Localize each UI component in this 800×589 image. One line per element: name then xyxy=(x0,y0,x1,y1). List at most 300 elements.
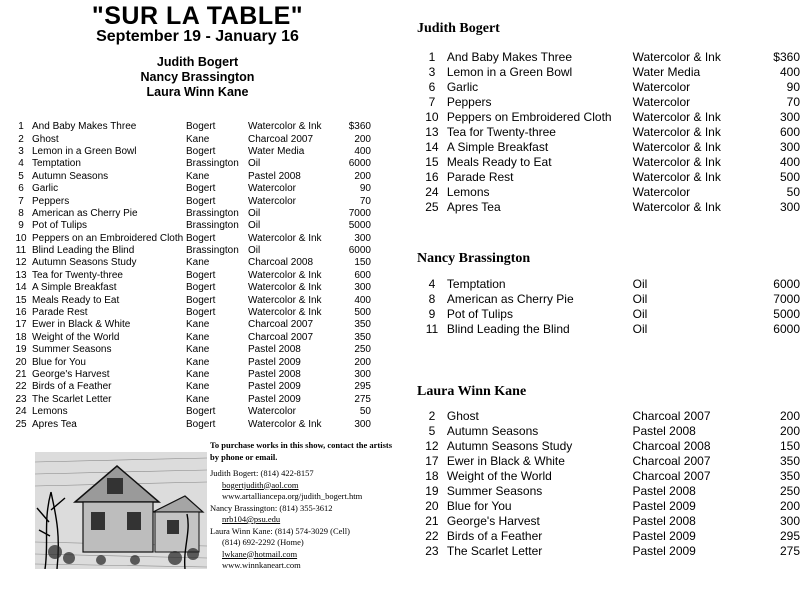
medium: Oil xyxy=(248,220,261,232)
table-row xyxy=(417,200,800,215)
table-row xyxy=(417,499,800,514)
artist-name: Bogert xyxy=(186,307,216,319)
table-row xyxy=(10,394,371,406)
catalog-number: 7 xyxy=(18,195,24,207)
medium: Pastel 2009 xyxy=(248,356,301,368)
catalog-number: 14 xyxy=(15,282,27,294)
price: 300 xyxy=(354,418,371,430)
table-row xyxy=(10,133,371,145)
contact-line: Laura Winn Kane: (814) 574-3029 (Cell) xyxy=(210,525,350,536)
price: 7000 xyxy=(348,207,371,219)
catalog-number: 18 xyxy=(15,331,27,343)
medium: Charcoal 2008 xyxy=(632,439,711,453)
table-row xyxy=(417,140,800,155)
artist-name: Bogert xyxy=(186,406,216,418)
work-title: Temptation xyxy=(446,277,506,291)
work-title: Tea for Twenty-three xyxy=(446,125,556,139)
work-title: Garlic xyxy=(32,183,59,195)
work-title: Summer Seasons xyxy=(446,484,543,498)
medium: Oil xyxy=(632,292,648,306)
price: 70 xyxy=(786,95,800,109)
price: 300 xyxy=(779,110,800,124)
medium: Watercolor xyxy=(632,95,691,109)
table-row xyxy=(10,344,371,356)
price: 200 xyxy=(354,356,371,368)
table-row xyxy=(10,195,371,207)
work-title: Weight of the World xyxy=(446,469,552,483)
work-title: Lemons xyxy=(446,185,490,199)
table-row xyxy=(10,257,371,269)
contact-email-link[interactable]: nrb104@psu.edu xyxy=(222,514,281,524)
price: 295 xyxy=(354,381,371,393)
work-title: Autumn Seasons Study xyxy=(446,439,573,453)
table-row xyxy=(417,277,800,292)
section-title-bogert: Judith Bogert xyxy=(417,21,500,36)
work-title: George's Harvest xyxy=(32,369,110,380)
price: 200 xyxy=(354,170,371,182)
table-row xyxy=(417,155,800,170)
show-title: "SUR LA TABLE" xyxy=(91,2,304,30)
work-title: Autumn Seasons xyxy=(32,170,109,182)
catalog-number: 18 xyxy=(425,469,439,483)
medium: Watercolor & Ink xyxy=(632,140,721,154)
artist-name: Kane xyxy=(186,356,210,368)
price: 350 xyxy=(779,454,800,468)
medium: Pastel 2009 xyxy=(632,499,696,513)
artist-name: Kane xyxy=(186,319,210,331)
catalog-number: 17 xyxy=(15,319,27,331)
work-title: Ghost xyxy=(32,133,59,145)
price: 600 xyxy=(354,269,371,281)
catalog-number: 23 xyxy=(425,544,439,558)
table-row xyxy=(10,307,371,319)
table-row xyxy=(417,454,800,469)
catalog-table xyxy=(10,121,371,431)
show-dates: September 19 - January 16 xyxy=(96,28,299,45)
artist-name: Kane xyxy=(186,344,210,356)
medium: Pastel 2008 xyxy=(632,514,696,528)
table-row xyxy=(10,294,371,306)
artist-name: Kane xyxy=(186,369,210,380)
work-title: Garlic xyxy=(446,80,479,94)
medium: Water Media xyxy=(632,65,701,79)
catalog-number: 12 xyxy=(425,439,439,453)
medium: Oil xyxy=(248,245,261,257)
work-title: The Scarlet Letter xyxy=(32,393,112,405)
work-title: A Simple Breakfast xyxy=(32,282,117,294)
medium: Watercolor & Ink xyxy=(248,269,322,281)
table-row xyxy=(10,282,371,294)
price: 200 xyxy=(779,424,800,438)
table-row xyxy=(10,158,371,170)
table-row xyxy=(10,270,371,282)
catalog-number: 11 xyxy=(425,322,439,336)
catalog-number: 8 xyxy=(428,292,436,306)
price: 150 xyxy=(354,257,371,269)
price: 300 xyxy=(354,232,371,244)
table-row xyxy=(10,369,371,381)
catalog-number: 10 xyxy=(15,232,27,244)
artist-name: Kane xyxy=(186,133,210,145)
price: 250 xyxy=(779,484,800,498)
catalog-number: 3 xyxy=(18,145,24,157)
price: 300 xyxy=(779,140,800,154)
artist-name: Brassington xyxy=(186,158,239,170)
catalog-number: 10 xyxy=(425,110,439,124)
catalog-number: 17 xyxy=(425,454,439,468)
medium: Oil xyxy=(248,158,261,170)
price: 350 xyxy=(354,331,371,343)
table-row xyxy=(417,544,800,559)
table-row xyxy=(10,121,371,133)
catalog-number: 16 xyxy=(15,307,27,319)
catalog-number: 16 xyxy=(425,170,439,184)
table-row xyxy=(417,484,800,499)
medium: Watercolor xyxy=(632,80,691,94)
work-title: Peppers xyxy=(32,195,70,207)
medium: Charcoal 2007 xyxy=(248,331,314,343)
table-row xyxy=(417,514,800,529)
contact-email-link[interactable]: bogertjudith@aol.com xyxy=(222,479,299,490)
medium: Watercolor & Ink xyxy=(632,125,721,139)
artist-name: Kane xyxy=(186,381,210,393)
work-title: The Scarlet Letter xyxy=(446,544,543,558)
catalog-number: 25 xyxy=(15,418,27,430)
artist-name: Bogert xyxy=(186,282,216,294)
medium: Watercolor & Ink xyxy=(632,110,721,124)
table-row xyxy=(10,381,371,393)
work-title: Lemons xyxy=(32,406,68,418)
medium: Watercolor & Ink xyxy=(248,418,322,430)
medium: Charcoal 2007 xyxy=(248,133,314,145)
work-title: Apres Tea xyxy=(32,418,77,430)
medium: Charcoal 2007 xyxy=(632,409,711,423)
catalog-number: 12 xyxy=(15,257,27,269)
table-row xyxy=(10,418,371,430)
price: 350 xyxy=(354,319,371,331)
artist-name: Bogert xyxy=(186,183,216,195)
table-row xyxy=(10,183,371,195)
artist-name: Brassington xyxy=(186,207,239,219)
work-title: Birds of a Feather xyxy=(446,529,543,543)
left-column xyxy=(0,0,395,589)
price: 400 xyxy=(779,155,800,169)
price: 500 xyxy=(779,170,800,184)
catalog-number: 3 xyxy=(428,65,436,79)
catalog-number: 25 xyxy=(425,200,439,214)
catalog-number: 1 xyxy=(18,121,24,133)
work-title: Pot of Tulips xyxy=(446,307,513,321)
medium: Charcoal 2007 xyxy=(632,454,711,468)
catalog-number: 9 xyxy=(18,220,24,232)
work-title: And Baby Makes Three xyxy=(446,50,572,64)
work-title: Peppers on Embroidered Cloth xyxy=(446,110,612,124)
price: 50 xyxy=(786,185,800,199)
contact-info xyxy=(210,440,400,572)
catalog-number: 5 xyxy=(18,170,24,182)
table-row xyxy=(10,220,371,232)
medium: Pastel 2009 xyxy=(632,529,696,543)
medium: Oil xyxy=(632,277,648,291)
artist-name-2: Nancy Brassington xyxy=(140,70,255,84)
price: 400 xyxy=(354,294,371,306)
work-title: Temptation xyxy=(32,158,81,170)
table-row xyxy=(417,95,800,110)
table-row xyxy=(10,171,371,183)
medium: Oil xyxy=(248,207,261,219)
table-row xyxy=(10,208,371,220)
table-row xyxy=(417,170,800,185)
artist-name: Bogert xyxy=(186,145,216,157)
table-row xyxy=(10,245,371,257)
contact-line: www.winnkaneart.com xyxy=(222,560,301,570)
work-title: Ewer in Black & White xyxy=(446,454,565,468)
section-title-kane: Laura Winn Kane xyxy=(417,384,527,399)
artist-name: Bogert xyxy=(186,269,216,281)
price: 90 xyxy=(359,183,371,195)
price: 275 xyxy=(779,544,800,558)
brassington-works-table xyxy=(417,277,800,337)
catalog-number: 23 xyxy=(15,393,27,405)
price: 7000 xyxy=(773,292,800,306)
table-row xyxy=(10,406,371,418)
table-row xyxy=(10,233,371,245)
price: 70 xyxy=(359,195,371,207)
price: 500 xyxy=(354,307,371,319)
medium: Pastel 2009 xyxy=(248,381,301,393)
table-row xyxy=(417,185,800,200)
work-title: Blue for You xyxy=(32,356,86,368)
price: 300 xyxy=(354,369,371,380)
catalog-number: 6 xyxy=(18,183,24,195)
catalog-number: 1 xyxy=(428,50,436,64)
work-title: Blind Leading the Blind xyxy=(446,322,570,336)
work-title: American as Cherry Pie xyxy=(446,292,574,306)
work-title: Summer Seasons xyxy=(32,344,112,356)
price: 350 xyxy=(779,469,800,483)
table-row xyxy=(417,65,800,80)
catalog-number: 21 xyxy=(15,369,27,380)
table-row xyxy=(10,332,371,344)
section-title-brassington: Nancy Brassington xyxy=(417,251,531,266)
table-row xyxy=(417,110,800,125)
artist-name-3: Laura Winn Kane xyxy=(146,85,249,99)
table-row xyxy=(10,146,371,158)
price: 6000 xyxy=(773,322,800,336)
work-title: American as Cherry Pie xyxy=(32,207,138,219)
work-title: And Baby Makes Three xyxy=(32,121,137,133)
price: 6000 xyxy=(348,245,371,257)
contact-heading: To purchase works in this show, contact the artists by phone or email. xyxy=(210,440,393,462)
medium: Watercolor xyxy=(248,183,296,195)
medium: Water Media xyxy=(248,145,305,157)
table-row xyxy=(417,80,800,95)
artist-name: Bogert xyxy=(186,195,216,207)
price: 300 xyxy=(779,200,800,214)
price: 295 xyxy=(779,529,800,543)
catalog-number: 24 xyxy=(15,406,27,418)
medium: Watercolor & Ink xyxy=(248,282,322,294)
catalog-number: 21 xyxy=(425,514,439,528)
work-title: Parade Rest xyxy=(32,307,88,319)
catalog-number: 15 xyxy=(15,294,27,306)
medium: Watercolor & Ink xyxy=(632,170,721,184)
medium: Watercolor & Ink xyxy=(248,307,322,319)
work-title: Lemon in a Green Bowl xyxy=(446,65,573,79)
house-sketch-image xyxy=(35,452,207,569)
work-title: Tea for Twenty-three xyxy=(32,269,123,281)
catalog-number: 24 xyxy=(425,185,439,199)
artist-name: Brassington xyxy=(186,220,239,232)
medium: Pastel 2009 xyxy=(632,544,696,558)
price: 90 xyxy=(786,80,800,94)
work-title: Autumn Seasons Study xyxy=(32,257,137,269)
work-title: Blind Leading the Blind xyxy=(32,245,135,257)
work-title: Ewer in Black & White xyxy=(32,319,131,331)
table-row xyxy=(10,319,371,331)
medium: Watercolor & Ink xyxy=(632,155,721,169)
medium: Watercolor & Ink xyxy=(248,232,322,244)
price: 5000 xyxy=(348,220,371,232)
catalog-number: 4 xyxy=(18,158,24,170)
work-title: George's Harvest xyxy=(446,514,540,528)
artist-name: Brassington xyxy=(186,245,239,257)
medium: Watercolor xyxy=(248,195,296,207)
work-title: Meals Ready to Eat xyxy=(446,155,552,169)
catalog-number: 20 xyxy=(15,356,27,368)
medium: Charcoal 2008 xyxy=(248,257,314,269)
right-column xyxy=(405,0,800,589)
work-title: Meals Ready to Eat xyxy=(32,294,120,306)
medium: Watercolor xyxy=(632,185,691,199)
work-title: Birds of a Feather xyxy=(32,381,112,393)
medium: Pastel 2008 xyxy=(248,170,301,182)
artist-name: Bogert xyxy=(186,294,216,306)
catalog-number: 13 xyxy=(15,269,27,281)
price: 200 xyxy=(779,409,800,423)
medium: Watercolor xyxy=(248,406,296,418)
medium: Pastel 2008 xyxy=(632,484,696,498)
medium: Charcoal 2007 xyxy=(632,469,711,483)
table-row xyxy=(417,292,800,307)
price: $360 xyxy=(773,50,800,64)
medium: Watercolor & Ink xyxy=(248,121,322,133)
artist-name-1: Judith Bogert xyxy=(156,55,239,69)
medium: Pastel 2008 xyxy=(248,369,301,380)
contact-email-link[interactable]: lwkane@hotmail.com xyxy=(222,548,298,559)
price: 200 xyxy=(354,133,371,145)
table-row xyxy=(417,50,800,65)
price: $360 xyxy=(348,121,371,133)
catalog-number: 5 xyxy=(428,424,436,438)
table-row xyxy=(417,125,800,140)
table-row xyxy=(417,469,800,484)
medium: Charcoal 2007 xyxy=(248,319,314,331)
artist-name: Bogert xyxy=(186,418,216,430)
catalog-number: 2 xyxy=(18,133,24,145)
medium: Pastel 2008 xyxy=(632,424,696,438)
catalog-number: 8 xyxy=(18,207,24,219)
table-row xyxy=(417,424,800,439)
price: 150 xyxy=(779,439,800,453)
work-title: Apres Tea xyxy=(446,200,501,214)
medium: Pastel 2008 xyxy=(248,344,301,356)
catalog-number: 2 xyxy=(428,409,436,423)
artist-name: Kane xyxy=(186,331,210,343)
work-title: Peppers xyxy=(446,95,492,109)
work-title: Pot of Tulips xyxy=(32,220,88,232)
work-title: Autumn Seasons xyxy=(446,424,539,438)
medium: Watercolor & Ink xyxy=(248,294,322,306)
table-row xyxy=(417,529,800,544)
table-row xyxy=(417,322,800,337)
artist-name: Kane xyxy=(186,170,210,182)
price: 300 xyxy=(779,514,800,528)
price: 300 xyxy=(354,282,371,294)
contact-line: Judith Bogert: (814) 422-8157 xyxy=(210,468,314,478)
price: 600 xyxy=(779,125,800,139)
catalog-number: 19 xyxy=(425,484,439,498)
catalog-number: 14 xyxy=(425,140,439,154)
price: 6000 xyxy=(773,277,800,291)
medium: Oil xyxy=(632,322,648,336)
contact-line: www.artalliancepa.org/judith_bogert.htm xyxy=(222,491,363,501)
price: 400 xyxy=(779,65,800,79)
catalog-number: 11 xyxy=(15,245,27,257)
bogert-works-table xyxy=(417,50,800,215)
price: 400 xyxy=(354,145,371,157)
contact-line: (814) 692-2292 (Home) xyxy=(222,537,304,547)
table-row xyxy=(417,307,800,322)
work-title: Blue for You xyxy=(446,499,512,513)
price: 50 xyxy=(359,406,371,418)
artist-name: Bogert xyxy=(186,121,216,133)
work-title: Parade Rest xyxy=(446,170,514,184)
catalog-number: 22 xyxy=(15,381,27,393)
work-title: Peppers on an Embroidered Cloth xyxy=(32,232,184,244)
work-title: Ghost xyxy=(446,409,479,423)
artist-name: Kane xyxy=(186,257,210,269)
catalog-number: 15 xyxy=(425,155,439,169)
work-title: Lemon in a Green Bowl xyxy=(32,145,137,157)
price: 200 xyxy=(779,499,800,513)
catalog-number: 6 xyxy=(428,80,436,94)
table-row xyxy=(417,409,800,424)
price: 275 xyxy=(354,393,371,405)
artist-name: Bogert xyxy=(186,232,216,244)
medium: Watercolor & Ink xyxy=(632,200,721,214)
contact-line: Nancy Brassington: (814) 355-3612 xyxy=(210,502,333,513)
work-title: A Simple Breakfast xyxy=(446,140,549,154)
table-row xyxy=(417,439,800,454)
kane-works-table xyxy=(417,409,800,559)
price: 6000 xyxy=(348,158,371,170)
work-title: Weight of the World xyxy=(32,331,120,343)
medium: Pastel 2009 xyxy=(248,393,301,405)
medium: Watercolor & Ink xyxy=(632,50,721,64)
catalog-number: 22 xyxy=(425,529,439,543)
table-row xyxy=(10,356,371,368)
catalog-number: 9 xyxy=(428,307,436,321)
catalog-number: 13 xyxy=(425,125,439,139)
catalog-number: 19 xyxy=(15,344,27,356)
medium: Oil xyxy=(632,307,648,321)
catalog-number: 7 xyxy=(428,95,436,109)
price: 5000 xyxy=(773,307,800,321)
catalog-number: 20 xyxy=(425,499,439,513)
price: 250 xyxy=(354,344,371,356)
artist-name: Kane xyxy=(186,393,210,405)
